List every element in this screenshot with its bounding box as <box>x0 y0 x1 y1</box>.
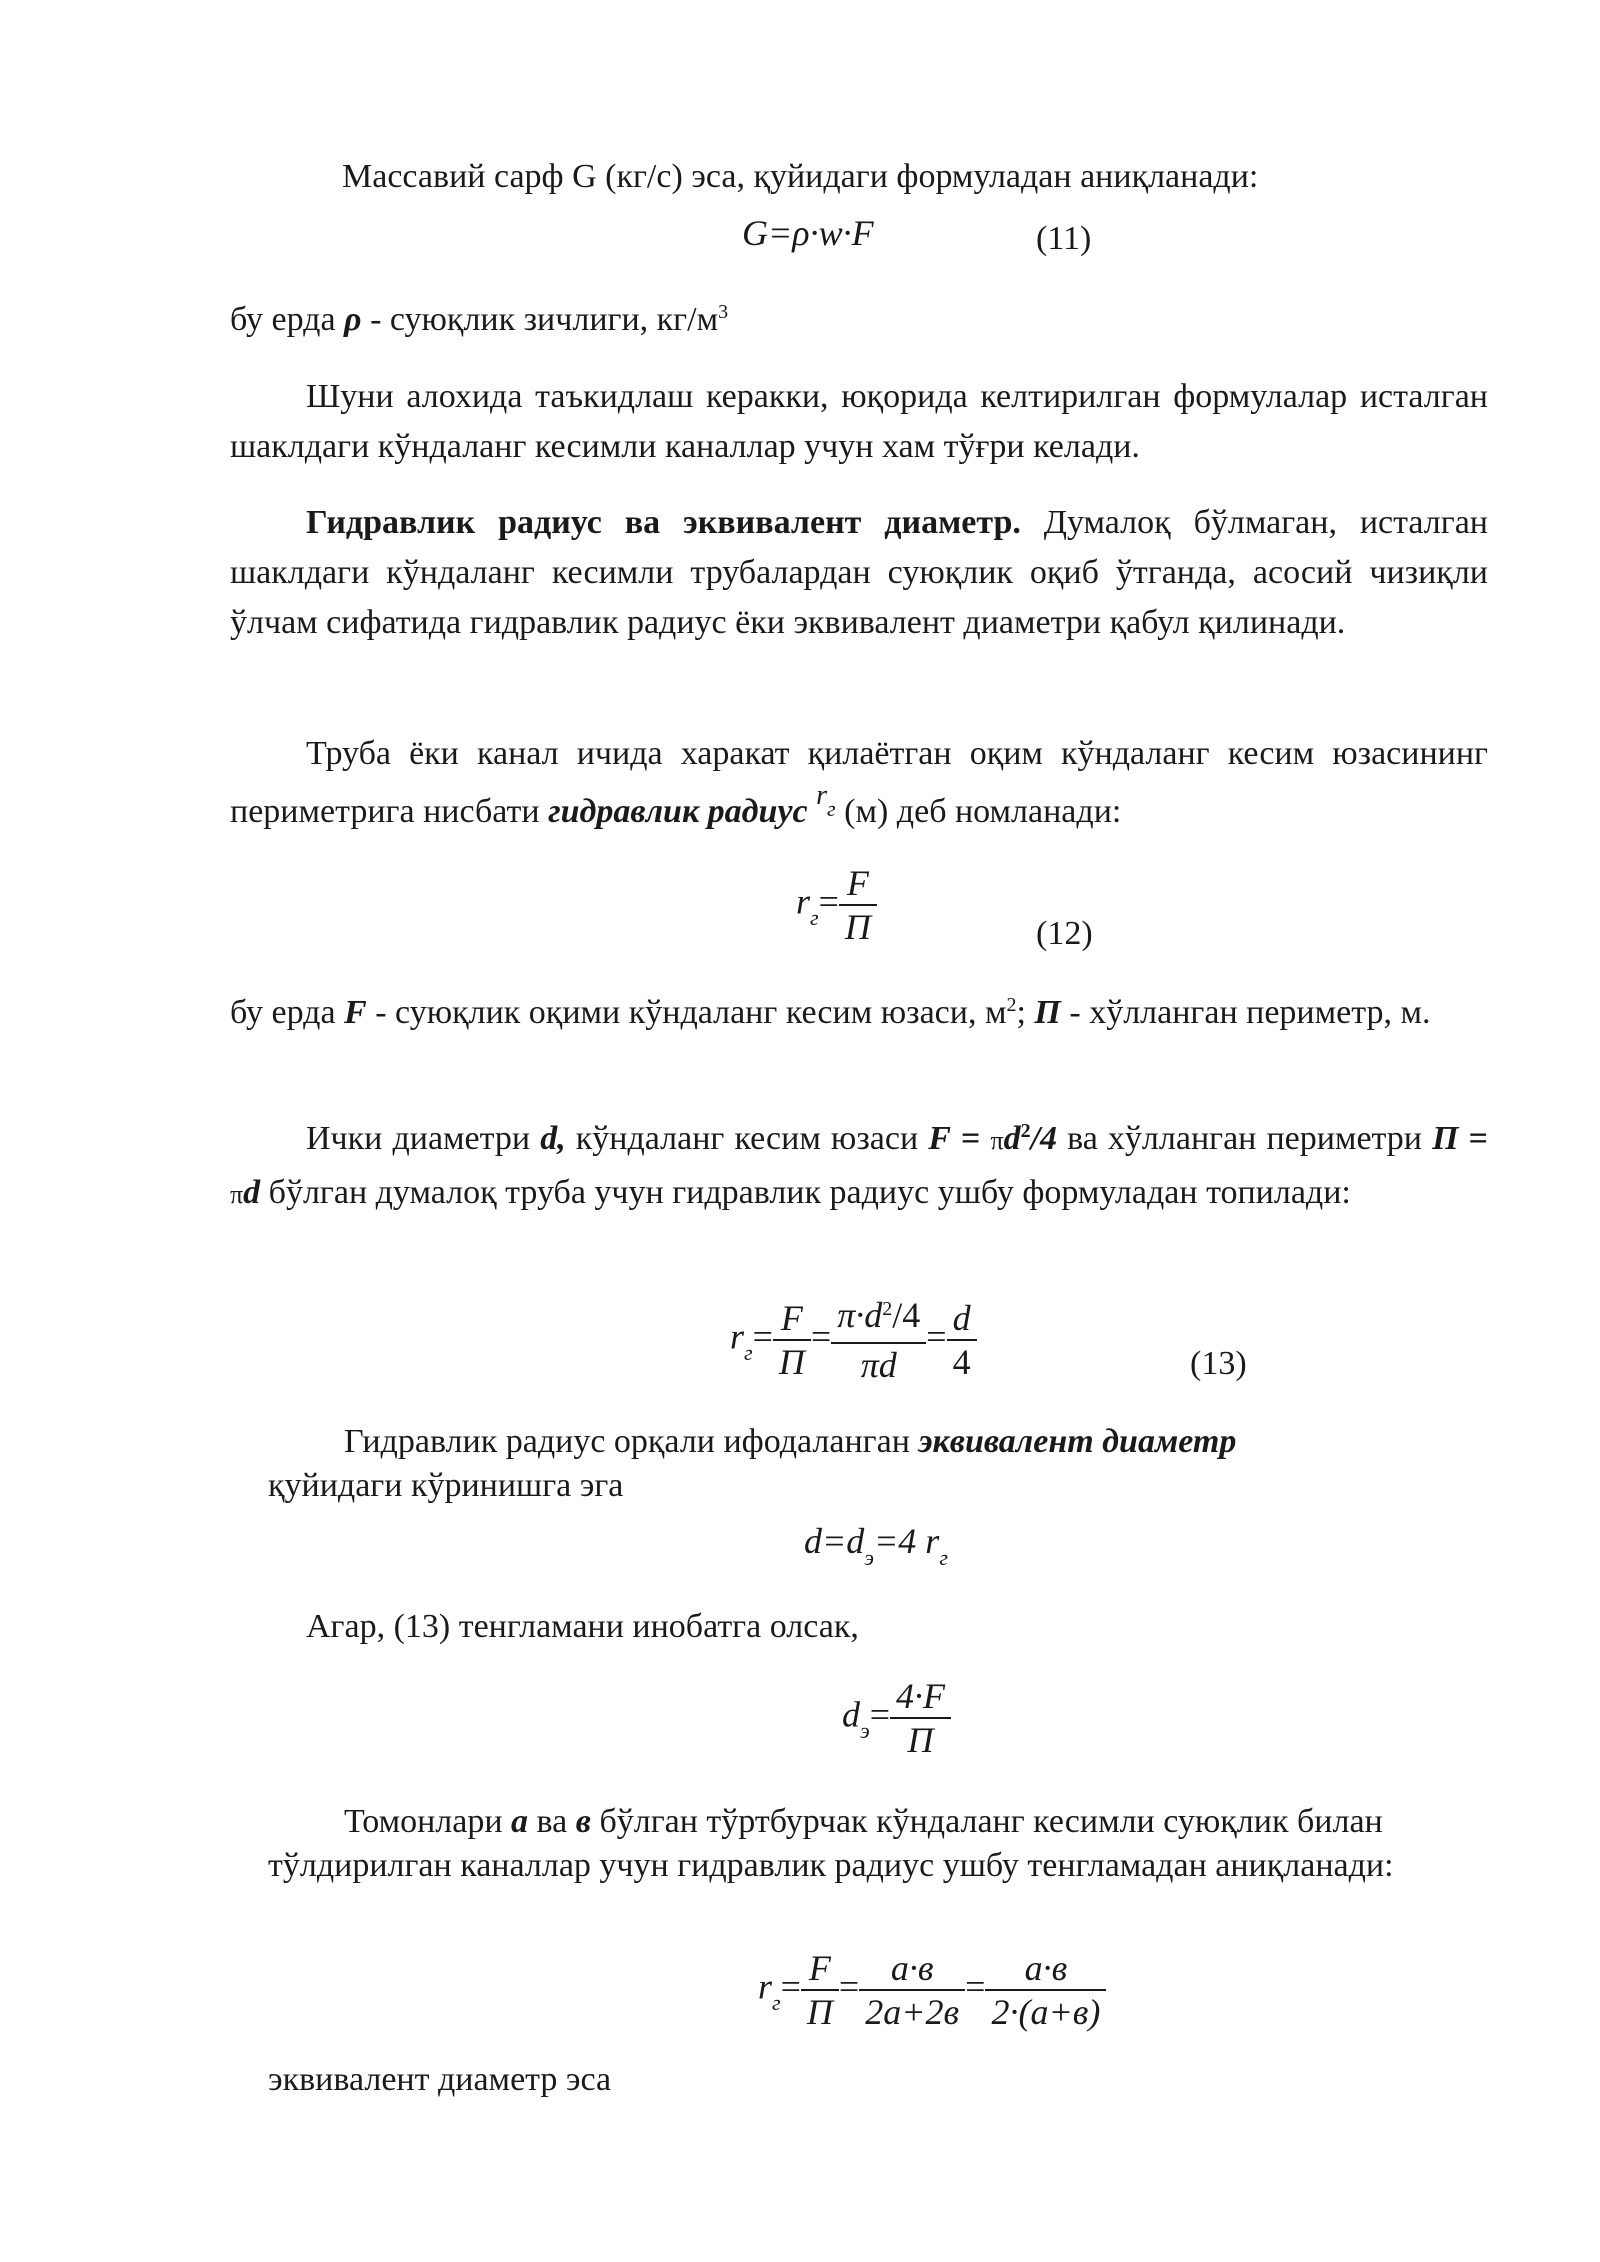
equation-number-13: (13) <box>1190 1345 1247 1382</box>
fraction-ab-over-2a2b: $\frac{а\cdot в}{2а+2в}$ <box>859 1947 965 2033</box>
paragraph-hydraulic-radius-definition: Труба ёки канал ичида харакат қилаётган оқим кўндаланг кесим юзасининг периметрига нисбати гидравлик радиус $^{r_г}$ (м) деб номланади: <box>230 735 1488 830</box>
fraction-4F-over-P: $\frac{4\cdot F}{П}$ <box>890 1675 951 1761</box>
equation-11 <box>742 212 874 254</box>
equation-equivalent-diameter: $d=d_э=4$ $r_г$ <box>804 1521 948 1570</box>
equation-12: $r_г=$ $\frac{F}{П}$ <box>796 862 877 948</box>
paragraph-equivalent-diameter-then: эквивалент диаметр эса <box>268 2061 612 2098</box>
paragraph-considering-13: Агар, (13) тенгламани инобатга олсак, <box>306 1608 859 1645</box>
equation-number-12: (12) <box>1036 915 1093 952</box>
paragraph-rectangular-channel: Томонлари а ва в бўлган тўртбурчак кўндаланг кесимли суюқлик билан тўлдирилган каналлар учун гидравлик радиус ушбу тенгламадан аниқланади: <box>268 1803 1394 1884</box>
paragraph-formulas-note: Шуни алохида таъкидлаш керакки, юқорида келтирилган формулалар исталган шаклдаги кўндаланг кесимли каналлар учун хам тўғри келади. <box>230 378 1488 465</box>
paragraph-round-tube: Ички диаметри d, кўндаланг кесим юзаси $F = \pi d^2/4$ ва хўлланган периметри П = πd бўлган думалоқ труба учун гидравлик радиус ушбу формуладан топилади: <box>230 1120 1489 1211</box>
fraction-F-over-P: $\frac{F}{П}$ <box>839 862 877 948</box>
paragraph-F-P-definition: бу ерда F - суюқлик оқими кўндаланг кесим юзаси, $м^2$; П - хўлланган периметр, м. <box>230 994 1431 1031</box>
paragraph-equivalent-diameter: Гидравлик радиус орқали ифодаланган эквивалент диаметр қуйидаги кўринишга эга <box>268 1423 1237 1504</box>
equation-rectangular-radius: $r_г=$ $\frac{F}{П}$ = $\frac{а\cdot в}{2а+2в}$ = $\frac{а\cdot в}{2\cdot(а+в)}$ <box>758 1947 1106 2033</box>
fraction-F-over-P: $\frac{F}{П}$ <box>801 1947 839 2033</box>
paragraph-mass-flow: Массавий сарф G (кг/с) эса, қуйидаги формуладан аниқланади: <box>342 158 1259 195</box>
equation-de: $d_э=$ $\frac{4\cdot F}{П}$ <box>842 1675 951 1761</box>
equation-number-11: (11) <box>1036 220 1092 257</box>
equation-11-formula: G=ρ·w·F <box>742 213 874 253</box>
equation-13: $r_г=$ $\frac{F}{П}$ = $\frac{\pi\cdot d^2/4}{\pi d}$ = $\frac{d}{4}$ <box>730 1294 977 1386</box>
fraction-F-over-P: $\frac{F}{П}$ <box>773 1297 811 1383</box>
fraction-d-over-4: $\frac{d}{4}$ <box>947 1297 977 1383</box>
paragraph-density-definition: бу ерда ρ - суюқлик зичлиги, $кг/м^3$ <box>230 301 729 338</box>
fraction-pi-d2-over-pid: $\frac{\pi\cdot d^2/4}{\pi d}$ <box>831 1294 926 1386</box>
fraction-ab-over-2-a-plus-b: $\frac{а\cdot в}{2\cdot(а+в)}$ <box>985 1947 1106 2033</box>
section-heading: Гидравлик радиус ва эквивалент диаметр. <box>306 504 1021 541</box>
paragraph-hydraulic-radius-intro: Гидравлик радиус ва эквивалент диаметр. Думалоқ бўлмаган, исталган шаклдаги кўндаланг кесимли трубалардан суюқлик оқиб ўтганда, асосий чизиқли ўлчам сифатида гидравлик радиус ёки эквивалент диаметри қабул қилинади. <box>230 504 1488 641</box>
